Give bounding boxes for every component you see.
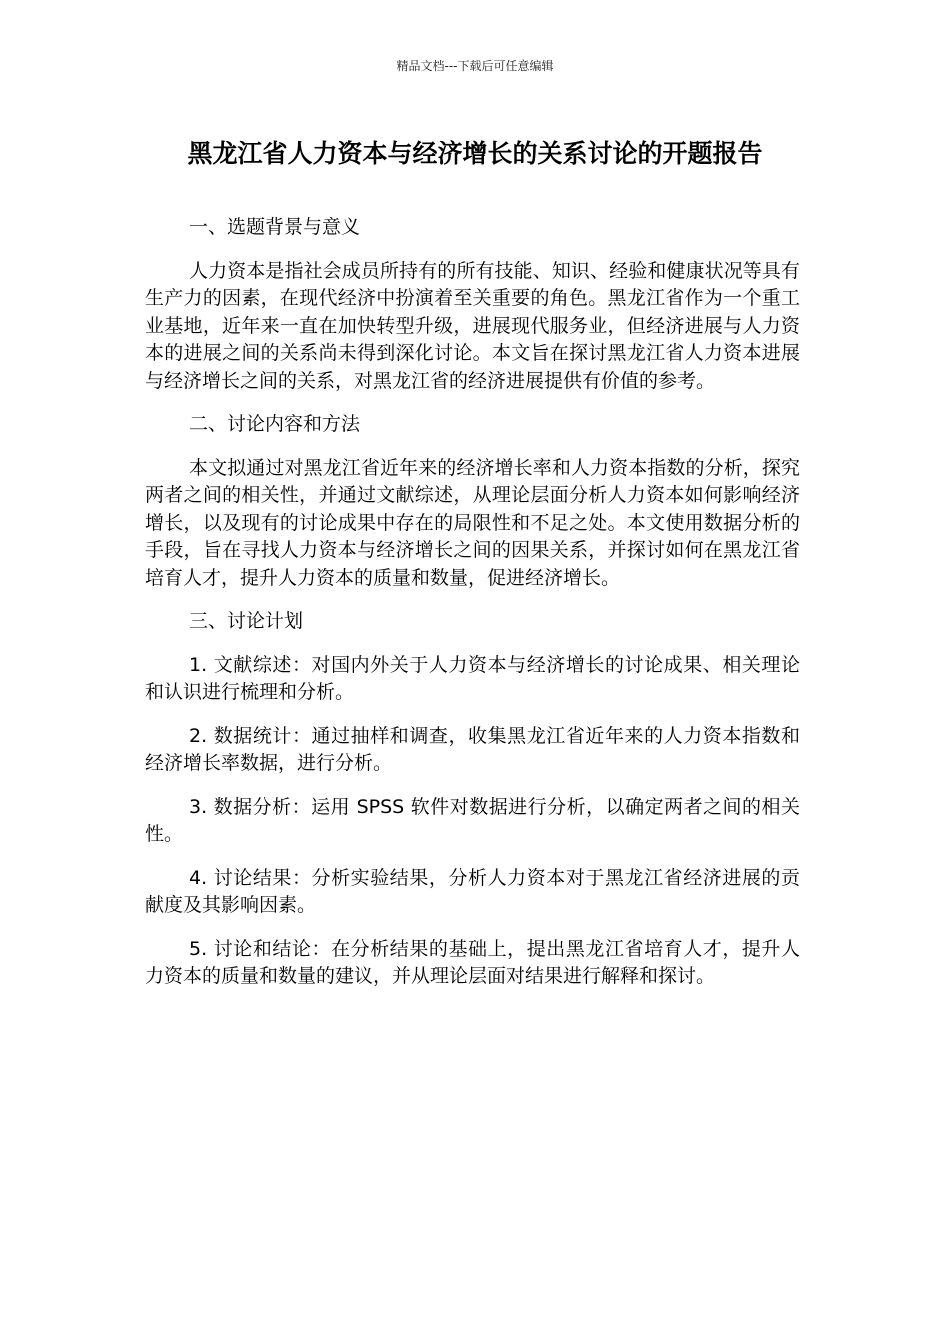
- section-heading-plan: 三、讨论计划: [189, 610, 304, 632]
- paragraph-background: 人力资本是指社会成员所持有的所有技能、知识、经验和健康状况等具有生产力的因素，在现代经济中扮演着至关重要的角色。黑龙江省作为一个重工业基地，近年来一直在加快转型升级，进展现代服务业，但经济进展与人力资本的进展之间的关系尚未得到深化讨论。本文旨在探讨黑龙江省人力资本进展与经济增长之间的关系，对黑龙江省的经济进展提供有价值的参考。: [145, 259, 800, 392]
- document-body: [145, 214, 800, 1007]
- plan-item-1: 1. 文献综述：对国内外关于人力资本与经济增长的讨论成果、相关理论和认识进行梳理和分析。: [145, 653, 800, 703]
- plan-item-3: 3. 数据分析：运用 SPSS 软件对数据进行分析，以确定两者之间的相关性。: [145, 795, 800, 845]
- paragraph-content-method: 本文拟通过对黑龙江省近年来的经济增长率和人力资本指数的分析，探究两者之间的相关性，并通过文献综述，从理论层面分析人力资本如何影响经济增长，以及现有的讨论成果中存在的局限性和不足之处。本文使用数据分析的手段，旨在寻找人力资本与经济增长之间的因果关系，并探讨如何在黑龙江省培育人才，提升人力资本的质量和数量，促进经济增长。: [145, 456, 800, 589]
- plan-item-2: 2. 数据统计：通过抽样和调查，收集黑龙江省近年来的人力资本指数和经济增长率数据，进行分析。: [145, 724, 800, 774]
- document-title: 黑龙江省人力资本与经济增长的关系讨论的开题报告: [187, 139, 763, 168]
- section-heading-content-method: 二、讨论内容和方法: [189, 413, 361, 435]
- plan-item-5: 5. 讨论和结论：在分析结果的基础上，提出黑龙江省培育人才，提升人力资本的质量和数量的建议，并从理论层面对结果进行解释和探讨。: [145, 937, 800, 987]
- plan-item-4: 4. 讨论结果：分析实验结果，分析人力资本对于黑龙江省经济进展的贡献度及其影响因素。: [145, 866, 800, 916]
- header-note: 精品文档---下载后可任意编辑: [396, 59, 554, 73]
- section-heading-background: 一、选题背景与意义: [189, 216, 361, 238]
